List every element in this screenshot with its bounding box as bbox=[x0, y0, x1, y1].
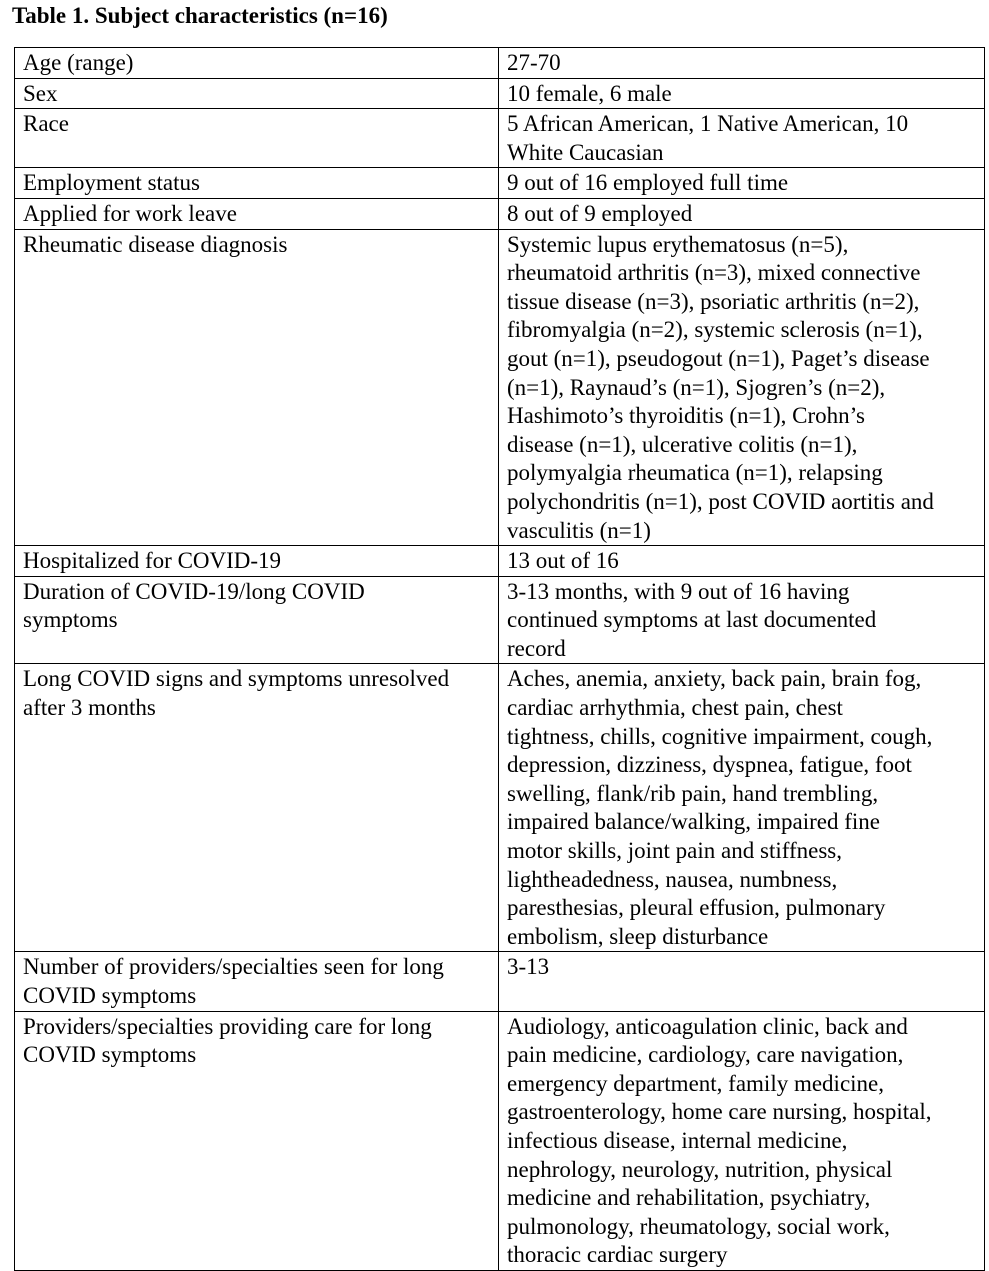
table-row-work-leave bbox=[15, 198, 985, 229]
table-row-employment-status bbox=[15, 168, 985, 199]
table-caption: Table 1. Subject characteristics (n=16) bbox=[12, 3, 388, 28]
table-row-number-of-providers bbox=[15, 952, 985, 1011]
table-row-sex bbox=[15, 78, 985, 109]
row-value: Audiology, anticoagulation clinic, back and pain medicine, cardiology, care navigation, emergency department, family medicine, gastroenterology, home care nursing, hospital, infectious disease, internal medicine, nephrology, neurology, nutrition, physical medicine and rehabilitation, psychiatry, pulmonology, rheumatology, social work, thoracic cardiac surgery bbox=[499, 1011, 985, 1270]
row-label: Age (range) bbox=[15, 48, 499, 79]
table-body bbox=[15, 48, 985, 1271]
table-row-age bbox=[15, 48, 985, 79]
table-row-duration bbox=[15, 576, 985, 664]
table-row-rheumatic-diagnosis bbox=[15, 229, 985, 546]
table-row-race bbox=[15, 109, 985, 168]
row-value: 27-70 bbox=[499, 48, 985, 79]
row-label: Hospitalized for COVID-19 bbox=[15, 546, 499, 577]
row-value: 8 out of 9 employed bbox=[499, 198, 985, 229]
row-value: 9 out of 16 employed full time bbox=[499, 168, 985, 199]
row-value: Systemic lupus erythematosus (n=5), rheumatoid arthritis (n=3), mixed connective tissue disease (n=3), psoriatic arthritis (n=2), fibromyalgia (n=2), systemic sclerosis (n=1), gout (n=1), pseudogout (n=1), Paget’s disease (n=1), Raynaud’s (n=1), Sjogren’s (n=2), Hashimoto’s thyroiditis (n=1), Crohn’s disease (n=1), ulcerative colitis (n=1), polymyalgia rheumatica (n=1), relapsing polychondritis (n=1), post COVID aortitis and vasculitis (n=1) bbox=[499, 229, 985, 546]
row-label: Race bbox=[15, 109, 499, 168]
row-label: Applied for work leave bbox=[15, 198, 499, 229]
row-value: Aches, anemia, anxiety, back pain, brain fog, cardiac arrhythmia, chest pain, chest tightness, chills, cognitive impairment, cough, depression, dizziness, dyspnea, fatigue, foot swelling, flank/rib pain, hand trembling, impaired balance/walking, impaired fine motor skills, joint pain and stiffness, lightheadedness, nausea, numbness, paresthesias, pleural effusion, pulmonary embolism, sleep disturbance bbox=[499, 664, 985, 952]
row-value: 10 female, 6 male bbox=[499, 78, 985, 109]
row-value: 3-13 bbox=[499, 952, 985, 1011]
row-value: 13 out of 16 bbox=[499, 546, 985, 577]
subject-characteristics-table bbox=[14, 47, 985, 1271]
table-row-providers-specialties bbox=[15, 1011, 985, 1270]
row-label: Providers/specialties providing care for long COVID symptoms bbox=[15, 1011, 499, 1270]
table-row-hospitalized bbox=[15, 546, 985, 577]
row-label: Number of providers/specialties seen for long COVID symptoms bbox=[15, 952, 499, 1011]
row-label: Sex bbox=[15, 78, 499, 109]
row-label: Employment status bbox=[15, 168, 499, 199]
row-label: Duration of COVID-19/long COVID symptoms bbox=[15, 576, 499, 664]
row-label: Rheumatic disease diagnosis bbox=[15, 229, 499, 546]
row-value: 5 African American, 1 Native American, 10 White Caucasian bbox=[499, 109, 985, 168]
row-value: 3-13 months, with 9 out of 16 having continued symptoms at last documented record bbox=[499, 576, 985, 664]
table-row-unresolved-symptoms bbox=[15, 664, 985, 952]
row-label: Long COVID signs and symptoms unresolved after 3 months bbox=[15, 664, 499, 952]
